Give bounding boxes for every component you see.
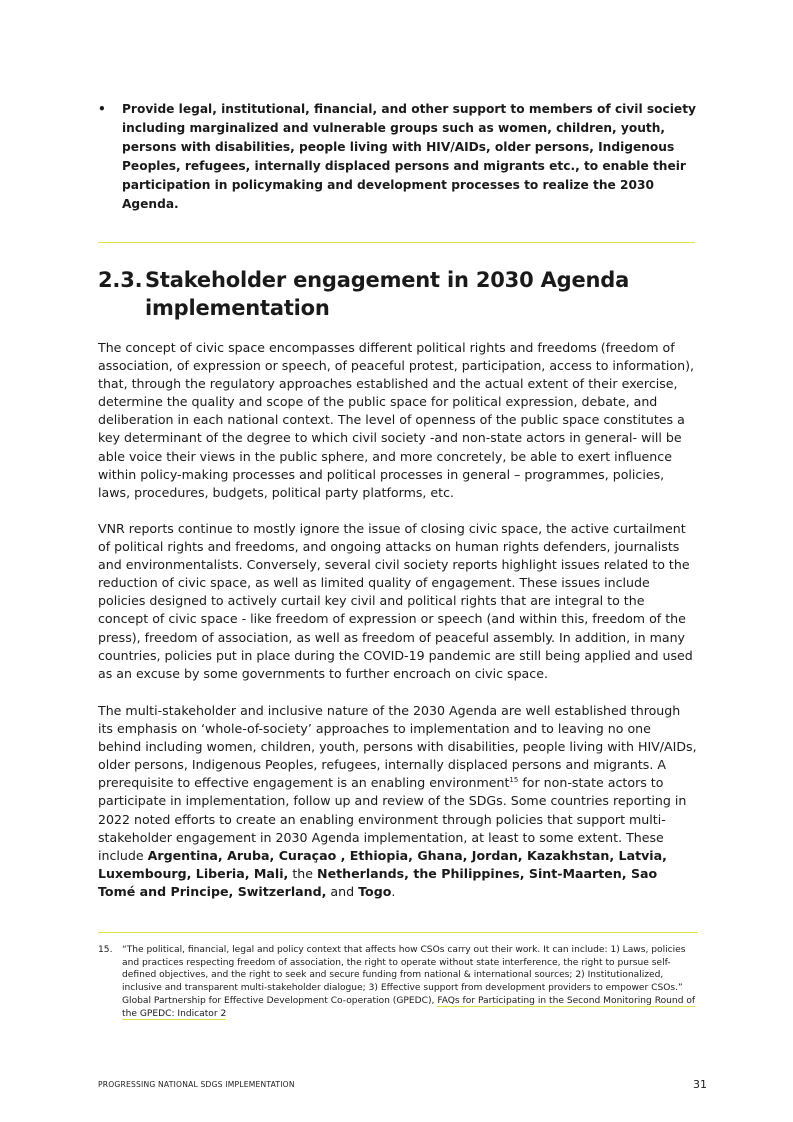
section-title: Stakeholder engagement in 2030 Agenda implementation xyxy=(145,268,630,320)
footnote-text: “The political, financial, legal and policy context that affects how CSOs carry out their work. It can include: 1) Laws, policies and practices respecting freedom of association, the right to operate without state interference, the right to pursue self-defined objectives, and the right to seek and secure funding from national & international sources; 2) Institutionalized, inclusive and transparent multi-stakeholder dialogue; 3) Effective support from development providers to empower CSOs.” Global Partnership for Effective Development Co-operation (GPEDC), FAQs for Participating in the Second Monitoring Round of the GPEDC: Indicator 2 xyxy=(122,945,696,1019)
bullet-marker: • xyxy=(98,102,106,116)
footer-title: PROGRESSING NATIONAL SDGS IMPLEMENTATION xyxy=(98,1080,295,1089)
footnote xyxy=(98,944,698,1020)
countries-list-2: Netherlands, the Philippines, Sint-Maarten, Sao Tomé and Principe, Switzerland, xyxy=(98,865,658,899)
section-divider xyxy=(98,242,695,243)
paragraph-vnr-reports: VNR reports continue to mostly ignore the issue of closing civic space, the active curtailment of political rights and freedoms, and ongoing attacks on human rights defenders, journalists and environmentalists. Conversely, several civil society reports highlight issues related to the reduction of civic space, as well as limited quality of engagement. These issues include policies designed to actively curtail key civil and political rights that are integral to the concept of civic space - like freedom of expression or speech (and within this, freedom of the press), freedom of association, as well as freedom of peaceful assembly. In addition, in many countries, policies put in place during the COVID-19 pandemic are still being applied and used as an excuse by some governments to further encroach on civic space. xyxy=(98,521,693,681)
section-heading xyxy=(98,266,698,322)
footnote-number: 15. xyxy=(98,945,113,955)
countries-list-3: Togo xyxy=(358,883,392,899)
paragraph-civic-space: The concept of civic space encompasses different political rights and freedoms (freedom of association, of expression or speech, of peaceful protest, participation, access to information), that, through the regulatory approaches established and the actual extent of their exercise, determine the quality and scope of the public space for political expression, debate, and deliberation in each national context. The level of openness of the public space constitutes a key determinant of the degree to which civil society -and non-state actors in general- will be able voice their views in the public sphere, and more concretely, be able to exert influence within policy-making processes and political processes in general – programmes, policies, laws, procedures, budgets, political party platforms, etc. xyxy=(98,340,695,500)
page-number: 31 xyxy=(693,1078,707,1091)
paragraph-multi-stakeholder: The multi-stakeholder and inclusive nature of the 2030 Agenda are well established through its emphasis on ‘whole-of-society’ approaches to implementation and to leaving no one behind including women, children, youth, persons with disabilities, people living with HIV/AIDs, older persons, Indigenous Peoples, refugees, internally displaced persons and migrants. A prerequisite to effective engagement is an enabling environment$^{15}$ for non-state actors to participate in implementation, follow up and review of the SDGs. Some countries reporting in 2022 noted efforts to create an enabling environment through policies that support multi-stakeholder engagement in 2030 Agenda implementation, at least to some extent. These include Argentina, Aruba, Curaçao , Ethiopia, Ghana, Jordan, Kazakhstan, Latvia, Luxembourg, Liberia, Mali, the Netherlands, the Philippines, Sint-Maarten, Sao Tomé and Principe, Switzerland, and Togo. xyxy=(98,703,697,899)
countries-list-1: Argentina, Aruba, Curaçao , Ethiopia, Ghana, Jordan, Kazakhstan, Latvia, Luxembourg, Liberia, Mali, xyxy=(98,847,667,881)
bullet-text: Provide legal, institutional, financial, and other support to members of civil society including marginalized and vulnerable groups such as women, children, youth, persons with disabilities, people living with HIV/AIDs, older persons, Indigenous Peoples, refugees, internally displaced persons and migrants etc., to enable their participation in policymaking and development processes to realize the 2030 Agenda. xyxy=(122,102,696,211)
footnote-link[interactable]: FAQs for Participating in the Second Monitoring Round of the GPEDC: Indicator 2 xyxy=(122,995,696,1019)
bullet-list-item xyxy=(98,100,698,214)
footnote-divider xyxy=(98,932,698,933)
section-number: 2.3. xyxy=(98,268,143,292)
footnote-ref[interactable]: 15 xyxy=(509,776,519,785)
